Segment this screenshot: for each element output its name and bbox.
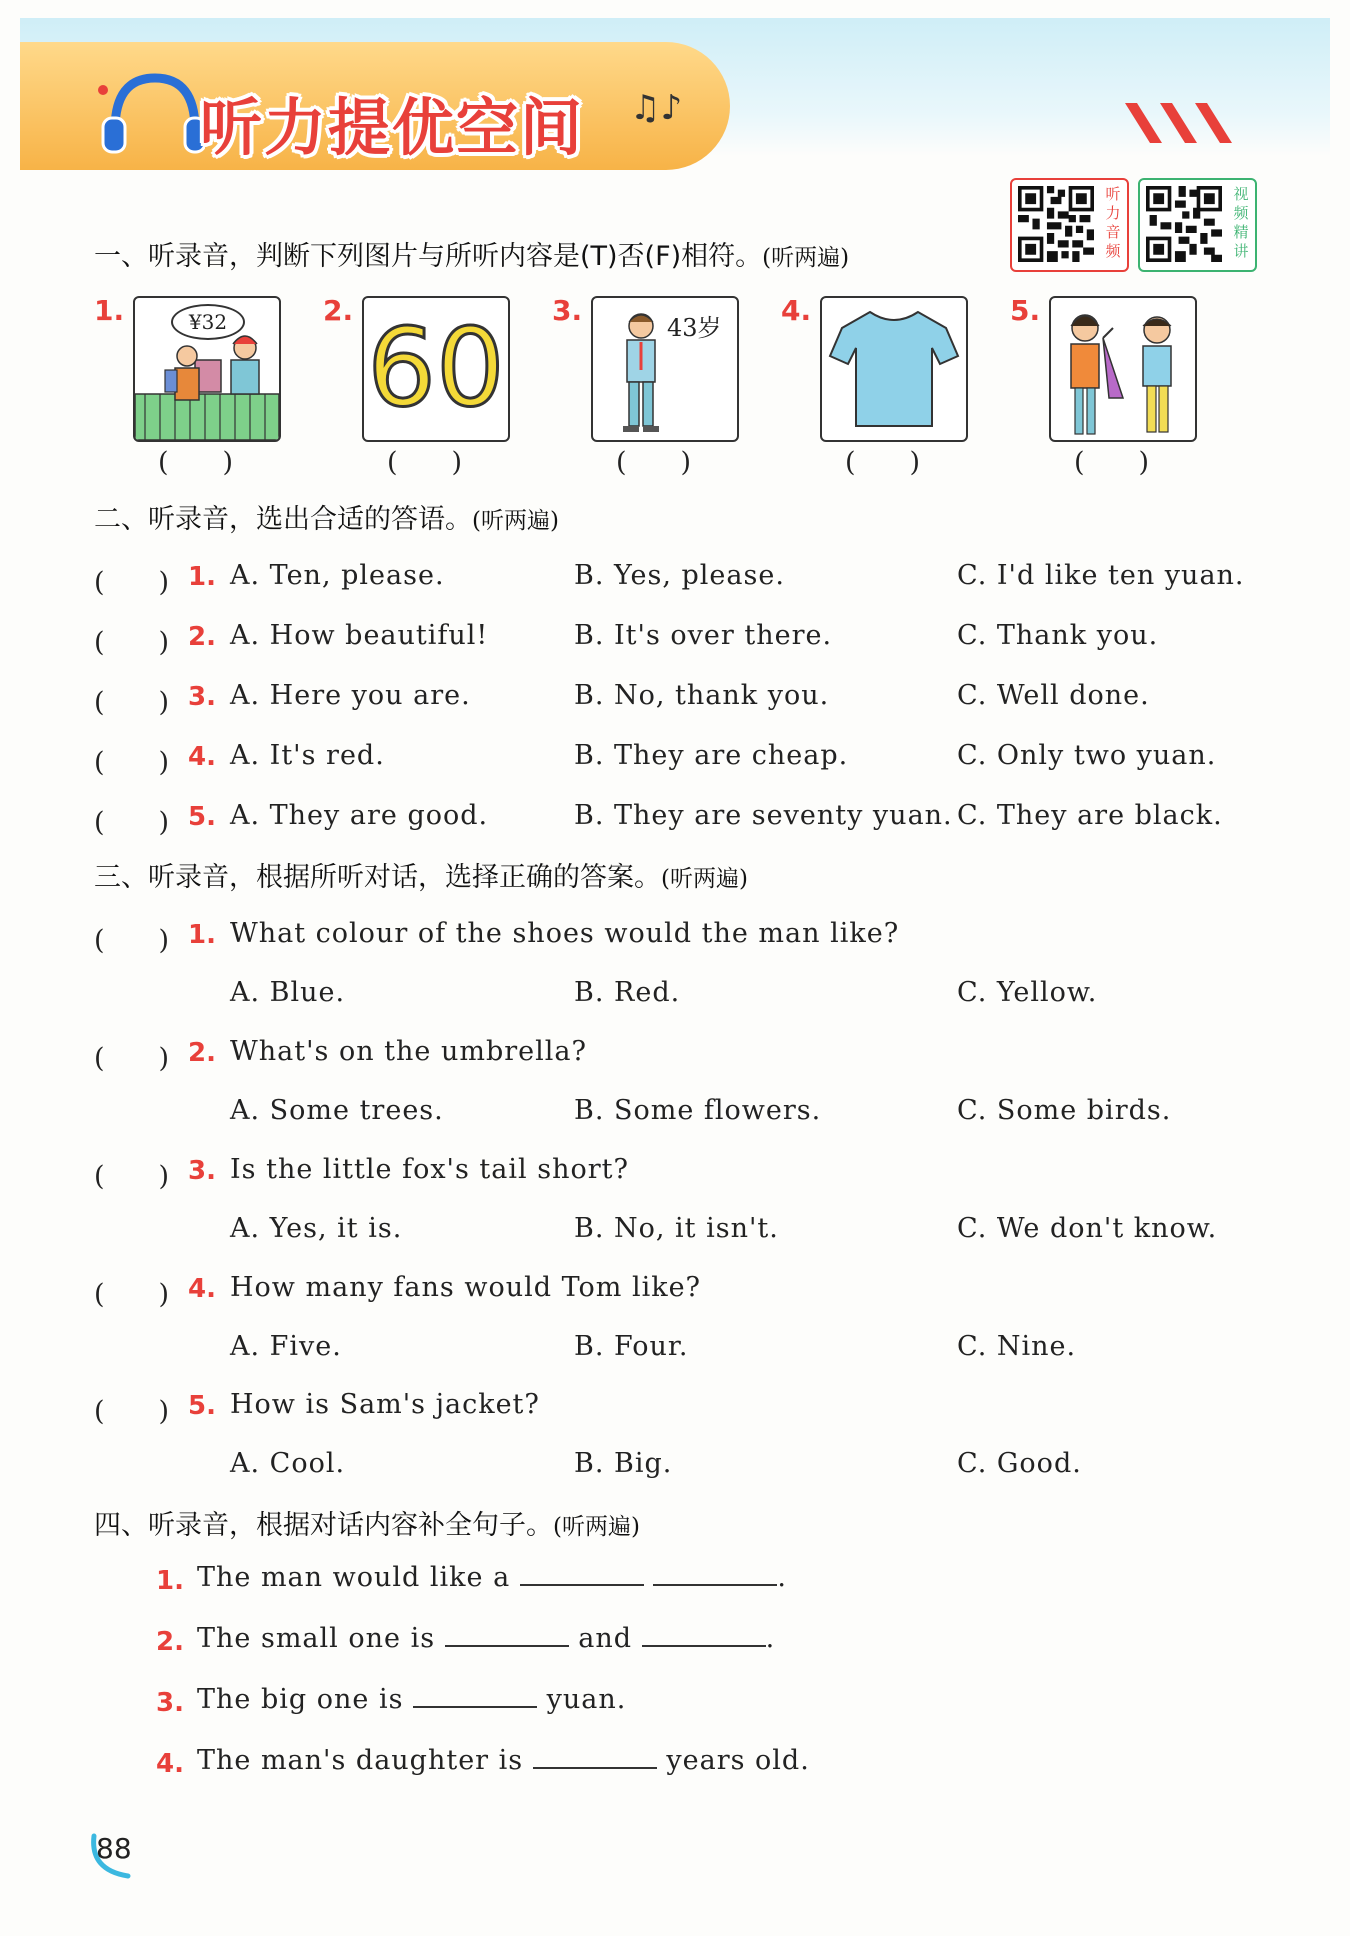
question-text: How many fans would Tom like? xyxy=(230,1272,702,1303)
answer-blank[interactable] xyxy=(520,1562,644,1586)
option-c: C. I'd like ten yuan. xyxy=(957,560,1245,591)
picture-umbrella xyxy=(1049,296,1197,442)
fill-sentence: The big one is yuan. xyxy=(197,1684,627,1715)
answer-paren[interactable]: ( ) xyxy=(94,747,170,778)
answer-blank[interactable] xyxy=(533,1745,657,1769)
option-c: C. Thank you. xyxy=(957,620,1159,651)
answer-paren[interactable]: ( ) xyxy=(94,807,170,838)
picture-number-sixty xyxy=(362,296,510,442)
question-text: What's on the umbrella? xyxy=(230,1036,587,1067)
question-text: What colour of the shoes would the man like? xyxy=(230,918,900,949)
banner-title: 听力提优空间 xyxy=(200,91,585,164)
qr-video-label: 视 频 精 讲 xyxy=(1233,185,1249,260)
answer-paren[interactable]: ( ) xyxy=(158,447,234,478)
option-c: C. Some birds. xyxy=(957,1095,1172,1126)
option-c: C. They are black. xyxy=(957,800,1223,831)
fill-sentence: The small one is and . xyxy=(197,1623,776,1654)
option-a: A. How beautiful! xyxy=(230,620,489,651)
option-a: A. Here you are. xyxy=(230,680,471,711)
answer-blank[interactable] xyxy=(642,1623,766,1647)
answer-paren[interactable]: ( ) xyxy=(94,925,170,956)
answer-blank[interactable] xyxy=(653,1562,777,1586)
option-a: A. Cool. xyxy=(230,1448,346,1479)
option-b: B. Yes, please. xyxy=(574,560,785,591)
answer-paren[interactable]: ( ) xyxy=(616,447,692,478)
option-b: B. It's over there. xyxy=(574,620,833,651)
option-b: B. No, it isn't. xyxy=(574,1213,779,1244)
option-c: C. Well done. xyxy=(957,680,1150,711)
music-notes-icon: ♫♪ xyxy=(630,88,683,128)
section-3-heading: 三、听录音，根据所听对话，选择正确的答案。(听两遍) xyxy=(94,862,748,893)
answer-paren[interactable]: ( ) xyxy=(94,1043,170,1074)
answer-paren[interactable]: ( ) xyxy=(94,1396,170,1427)
option-a: A. It's red. xyxy=(230,740,385,771)
option-b: B. No, thank you. xyxy=(574,680,830,711)
fill-sentence: The man's daughter is years old. xyxy=(197,1745,810,1776)
qr-code-icon xyxy=(1018,186,1094,262)
option-c: C. Good. xyxy=(957,1448,1082,1479)
fill-number: 4. xyxy=(156,1749,184,1779)
headphone-icon xyxy=(95,60,205,160)
picture-number: 5. xyxy=(1010,294,1041,327)
answer-paren[interactable]: ( ) xyxy=(94,687,170,718)
option-a: A. Five. xyxy=(230,1331,342,1362)
option-c: C. Only two yuan. xyxy=(957,740,1217,771)
sixty-text: 60 xyxy=(367,306,505,431)
option-c: C. Nine. xyxy=(957,1331,1077,1362)
option-a: A. Ten, please. xyxy=(230,560,445,591)
option-b: B. They are cheap. xyxy=(574,740,849,771)
fill-number: 1. xyxy=(156,1566,184,1596)
question-number: 2. xyxy=(188,1038,216,1068)
question-number: 4. xyxy=(188,742,216,772)
question-number: 1. xyxy=(188,920,216,950)
qr-code-icon xyxy=(1146,186,1222,262)
age-label: 43岁 xyxy=(667,314,722,342)
question-number: 1. xyxy=(188,562,216,592)
qr-audio[interactable] xyxy=(1010,178,1129,272)
answer-paren[interactable]: ( ) xyxy=(1074,447,1150,478)
qr-video[interactable] xyxy=(1138,178,1257,272)
option-b: B. They are seventy yuan. xyxy=(574,800,953,831)
question-number: 5. xyxy=(188,1391,216,1421)
picture-number: 2. xyxy=(323,294,354,327)
qr-audio-label: 听 力 音 频 xyxy=(1105,185,1121,260)
section-4-heading: 四、听录音，根据对话内容补全句子。(听两遍) xyxy=(94,1510,640,1541)
question-number: 3. xyxy=(188,682,216,712)
option-a: A. Blue. xyxy=(230,977,346,1008)
page-number: 88 xyxy=(96,1832,132,1865)
question-text: How is Sam's jacket? xyxy=(230,1389,540,1420)
picture-number: 1. xyxy=(94,294,125,327)
answer-paren[interactable]: ( ) xyxy=(94,627,170,658)
answer-paren[interactable]: ( ) xyxy=(94,567,170,598)
shopping-scene-icon xyxy=(135,298,279,440)
section-2-heading: 二、听录音，选出合适的答语。(听两遍) xyxy=(94,504,559,535)
question-text: Is the little fox's tail short? xyxy=(230,1154,629,1185)
answer-blank[interactable] xyxy=(445,1623,569,1647)
answer-paren[interactable]: ( ) xyxy=(94,1161,170,1192)
picture-number: 3. xyxy=(552,294,583,327)
price-bubble: ¥32 xyxy=(171,304,245,340)
two-children-umbrella-icon xyxy=(1051,298,1195,440)
picture-shop xyxy=(133,296,281,442)
answer-paren[interactable]: ( ) xyxy=(94,1279,170,1310)
question-number: 4. xyxy=(188,1274,216,1304)
question-number: 2. xyxy=(188,622,216,652)
answer-blank[interactable] xyxy=(413,1684,537,1708)
decorative-slashes-icon xyxy=(1120,98,1240,148)
option-b: B. Some flowers. xyxy=(574,1095,822,1126)
picture-number: 4. xyxy=(781,294,812,327)
section-1-heading: 一、听录音，判断下列图片与所听内容是(T)否(F)相符。(听两遍) xyxy=(94,241,850,272)
answer-paren[interactable]: ( ) xyxy=(845,447,921,478)
option-a: A. They are good. xyxy=(230,800,489,831)
picture-man xyxy=(591,296,739,442)
fill-sentence: The man would like a . xyxy=(197,1562,787,1593)
question-number: 5. xyxy=(188,802,216,832)
picture-tshirt xyxy=(820,296,968,442)
option-b: B. Four. xyxy=(574,1331,689,1362)
fill-number: 3. xyxy=(156,1688,184,1718)
option-a: A. Some trees. xyxy=(230,1095,444,1126)
answer-paren[interactable]: ( ) xyxy=(387,447,463,478)
option-b: B. Big. xyxy=(574,1448,673,1479)
option-b: B. Red. xyxy=(574,977,681,1008)
tshirt-icon xyxy=(822,298,966,440)
fill-number: 2. xyxy=(156,1627,184,1657)
option-a: A. Yes, it is. xyxy=(230,1213,403,1244)
option-c: C. Yellow. xyxy=(957,977,1098,1008)
man-figure-icon xyxy=(593,298,737,440)
option-c: C. We don't know. xyxy=(957,1213,1218,1244)
question-number: 3. xyxy=(188,1156,216,1186)
